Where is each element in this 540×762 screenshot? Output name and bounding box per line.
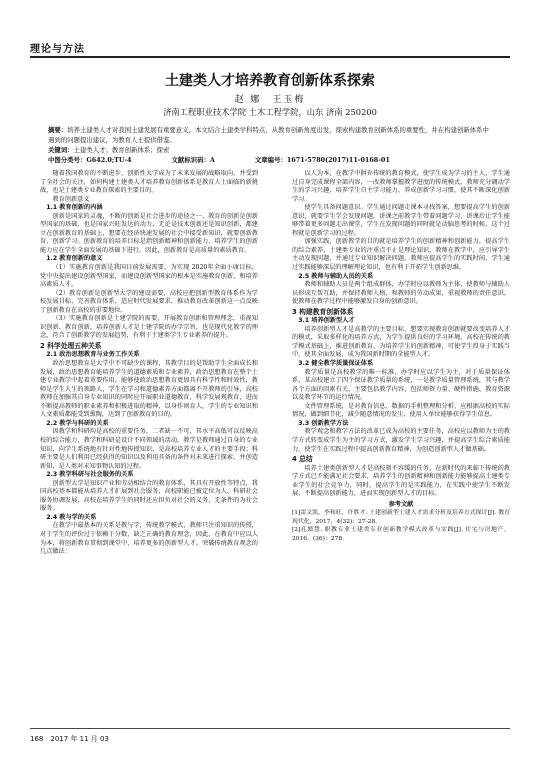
subsection-heading: 3.1 培养创新型人才: [298, 317, 355, 325]
article-authors: 赵 娜 王玉梅: [234, 95, 306, 105]
paragraph: 培养创新型人才是高教学的主要目标，想要实现教育创新就要改变培养人才的模式，采取多样化的培养方式，为学生提供良好的学习环境，高校在传统的教学模式基础上，推进创新教育，为培养学生的创新精神，可使学生投身于实践当中，使其全面发展，成为我国新时期的全能型人才。: [292, 325, 510, 359]
reference-item: [2]孔繁慧. 职教专业土建类专业创新教学模式改革与实践[J]. 住宅与房地产，2016，(36)：278.: [292, 527, 510, 542]
subsection-heading: 1.2 教育创新的意义: [46, 255, 103, 263]
paragraph: 教育创新意义: [52, 195, 90, 203]
paragraph: 随着我国教育的不断进步，创新性大学成为了未来发展的战略取向，并受到了全社会的关注，如何构建土建类人才培养教育创新体系是教育人士面临的新挑战，也是土建类专业教育探索的主要目的。: [40, 170, 258, 195]
paragraph: （1）实施教育创新是我国目前发展需要，为实现 2020年全面小康目标，党中央提出建设创新型国家，而建设创新型国家的根本是实施教育创新，和培养高素质人才。: [40, 264, 258, 289]
section-heading: 3 构建教育创新体系: [292, 307, 354, 316]
paragraph: 政治思想教育是大学中不可缺少的课程，其教学目的是帮助学生全面成长和发展，政治思想教育能培养学生的道德素质和专业素养，政治思想教育在整个土建专业教学中起着重要作用，能够使政治思想教育更加具有科学性和时效性，教师是学生人生的领路人，学生在学习和道德素养方面都离不开教师的引导，高校教师在加强其自身专业知识的同时应开展职业道德教育，科学发展观教育，进而不断提高教师的职业素养和积极进取的精神，以身作则育人，学生的专业知识和人文素质都能受到熏陶，达到了创新教育的目的。: [40, 360, 258, 419]
paragraph: 使学生具备问题意识。学生通过问题走课本寻找答案，想要提高学生的创新意识，就要学生学会发现问题，讲课之前教学生带着问题学习，讲课后让学生能够带着更多问题走出课堂，学生在发现问题的同时就是动脑思考的时候，这个过程就是创新学习的过程。: [292, 204, 510, 237]
subsection-heading: 2.2 教学与科研的关系: [46, 419, 109, 427]
keywords-text: 土建类人才；教育创新体系；探索: [73, 146, 170, 154]
paragraph: 教师和辅助人员是两个组成群体，办学时应以教师为主体，使教师与辅助人员形成互帮互助，并保持教师人格，和教师的劳动成果，重视教师的责任意识，使教师在教学过程中能够激发自身的创新意识。: [292, 281, 510, 306]
classification-meta: [48, 156, 508, 165]
body-column-left: [40, 170, 258, 557]
clc-entry: 中图分类号：G642.0;TU-4: [48, 156, 132, 164]
abstract-text: 培养土建类人才对我国土建发展有重要意义。本文结合土建类学科特点，从教育创新角度出发，探索构建教育创新体系的重要性，并在构建创新体系中遇到的问题提出建议，为教育人士提供借鉴。: [48, 126, 489, 144]
subsection-heading: 3.3 创新教学方法: [298, 419, 349, 427]
page-footer: 168 2017 年 11 月 03: [30, 735, 109, 743]
subsection-heading: 3.2 健全教学质量保证体系: [298, 360, 374, 368]
paragraph: 文件管理系统，是对教育信息、数据的手机整理和分析，应根据高校的实际情况，做到细节化，减少随意情况的发生，使用人单位能够获得学生信息。: [292, 402, 510, 419]
paragraph: （2）教育创新是创新型大学的建设需要，高校应把创新型教育体系作为学校发展目标，完善教育体系，适应时代发展要求，推动教育改革创新这一点反映了创新教育在高校的重要地位。: [40, 289, 258, 314]
article-number-entry: 文章编号：1671-5780(2017)11-0168-01: [254, 156, 390, 164]
article-title: 土建类人才培养教育创新体系探索: [165, 73, 375, 89]
paragraph: 教学质量是高校教学的唯一标准，办学时应以学生为主，对于质量保证体系，某高校建立了四个保证教学质量的系统，一是教学质量管理系统，其与教学各个方面的因素有关，主要包括教学内容、包括师资力量、硬件措施、教育资源以及教学环节的运行情况。: [292, 368, 510, 402]
paragraph: 加强实践，创新教学的目的就是培养学生的创新精神和创新能力，提高学生的综合素养，土建类专业的注重点不止是理论知识，教师在教学中，应引导学生主动发现问题，并通过专业知识解决问题。教师应提高学生的实践时间，学生通过实践能够深层的理解理论知识，也有利于开拓学生创新思维。: [292, 238, 510, 272]
paragraph: （3）实施教育创新是土建学院的需要，开展教育创新和管理理念，重视知识创新、教育创新，培养创新人才是土建学院的办学宗旨，也是现代化教学的理念，符合了创新教学的发展趋势，有利于土建类学生专业素养的提升。: [40, 315, 258, 340]
subsection-heading: 2.1 政治思想教育与业务工作关系: [46, 351, 140, 359]
keywords: [48, 146, 492, 155]
subsection-heading: 2.4 教与学的关系: [46, 513, 97, 521]
paragraph: 在教学中最基本的关系是教与学，传统教学模式，教师只注重知识的传授，对于学生的评价过于依赖于分数，缺乏正确的教育理念，因此，在教育中应以人为本，将创新教育贯彻到课堂中，培养更多的创新型人才。突破传统教育观念的几点做法：: [40, 522, 258, 556]
abstract-label: 摘要：: [48, 126, 68, 134]
keywords-label: 关键词：: [48, 146, 74, 154]
section-heading: 2 科学处理五种关系: [40, 341, 102, 350]
subsection-heading: 2.5 教师与辅助人员的关系: [298, 272, 374, 280]
paragraph: 以人为本，在教学中摒弃传统的教育模式，使学生成为学习的主人，学生通过自身完成课程全部内容，一改教师掌握教学进度的传统模式，教师充分调动学生的学习兴趣，培养学生自主学习能力，养成创新学习习惯，使其不断深化创新学习。: [292, 170, 510, 203]
section-heading: 4 总结: [292, 455, 313, 464]
paragraph: 因教学和科研均是高校的重要任务，二者缺一不可，其水平高低可以反映高校的综合能力，教学和科研是设计不同领域的活动，教学是教师通过自身的专业知识，向学生系统地有针对性地传授知识，是高校培养专业人才的主要手段；科研主要是人们利用已经获得的知识以及利用具备的条件对未来进行探索，并创造新知，是人类对未知事物认知的过程。: [40, 428, 258, 470]
section-label: 理论与方法: [30, 44, 85, 55]
paragraph: 教学观念和教学方法的改革已成为高校的主要任务，高校应以教师为主的教学方式转变成学生为主的学习方式，激发学生学习兴趣，并提高学生综合素质能力，使学生在实践过程中提高创新教育精神，为创造创新型人才做基础。: [292, 428, 510, 453]
abstract: [48, 126, 492, 145]
article-affiliation: 济南工程职业技术学院 土木工程学院，山东 济南 250200: [163, 107, 377, 117]
paragraph: 培养土建类创新型人才是高校刻不容缓的任务，在新时代的来临下传统的教学方式已不能满足社会要求，培养学生的创新精神和创新能力能够提高土建类专业学生的社会竞争力，同时，提高学生的是实践能力，在实践中使学生不断发展，不断提高创新能力，进而实现创新型人才的目标。: [292, 464, 510, 498]
paragraph: 创新型大学是知识产业和劳动相结合的教育体系，其具有开放性等特点，我国高校基本都能从培养人才扩展到社会服务，高校职能已被定位为人、科研社会服务协调发展，高校在培养学生的同时还应担负对社会的义务，无条件的为社会服务。: [40, 479, 258, 513]
subsection-heading: 2.3 教学科研与社会服务的关系: [46, 471, 134, 479]
paragraph: 创新是国家的灵魂，不断的创新是社会进步的途径之一，教育的创新是创新型国家的基础，也是国家兴旺发达的动力，无论是技术创新还是知识创新，都建立在创新教育的基础上，想要在经济快速发展的社会中接受新知识，就要创新教育，创新学习。创新教育的培养目标是指创新精神和创新能力，培养学生的创新能力应在学生全面发展的基础下进行，因此，创新教育是高质量的素质教育。: [40, 212, 258, 254]
footer-rule: [30, 728, 510, 729]
doc-code-entry: 文献标识码：A: [171, 156, 215, 164]
header-rule: [30, 56, 510, 58]
body-column-right: [292, 170, 510, 544]
subsection-heading: 1.1 教育创新的内涵: [46, 204, 103, 212]
reference-item: [1]雷文凯，李和旺，许胜才. 土建创新型土建人才需求分析及培养方式探讨[J]. 教育现代化，2017，4(32)：27-28.: [292, 510, 510, 525]
references-heading: 参考文献: [388, 500, 414, 508]
